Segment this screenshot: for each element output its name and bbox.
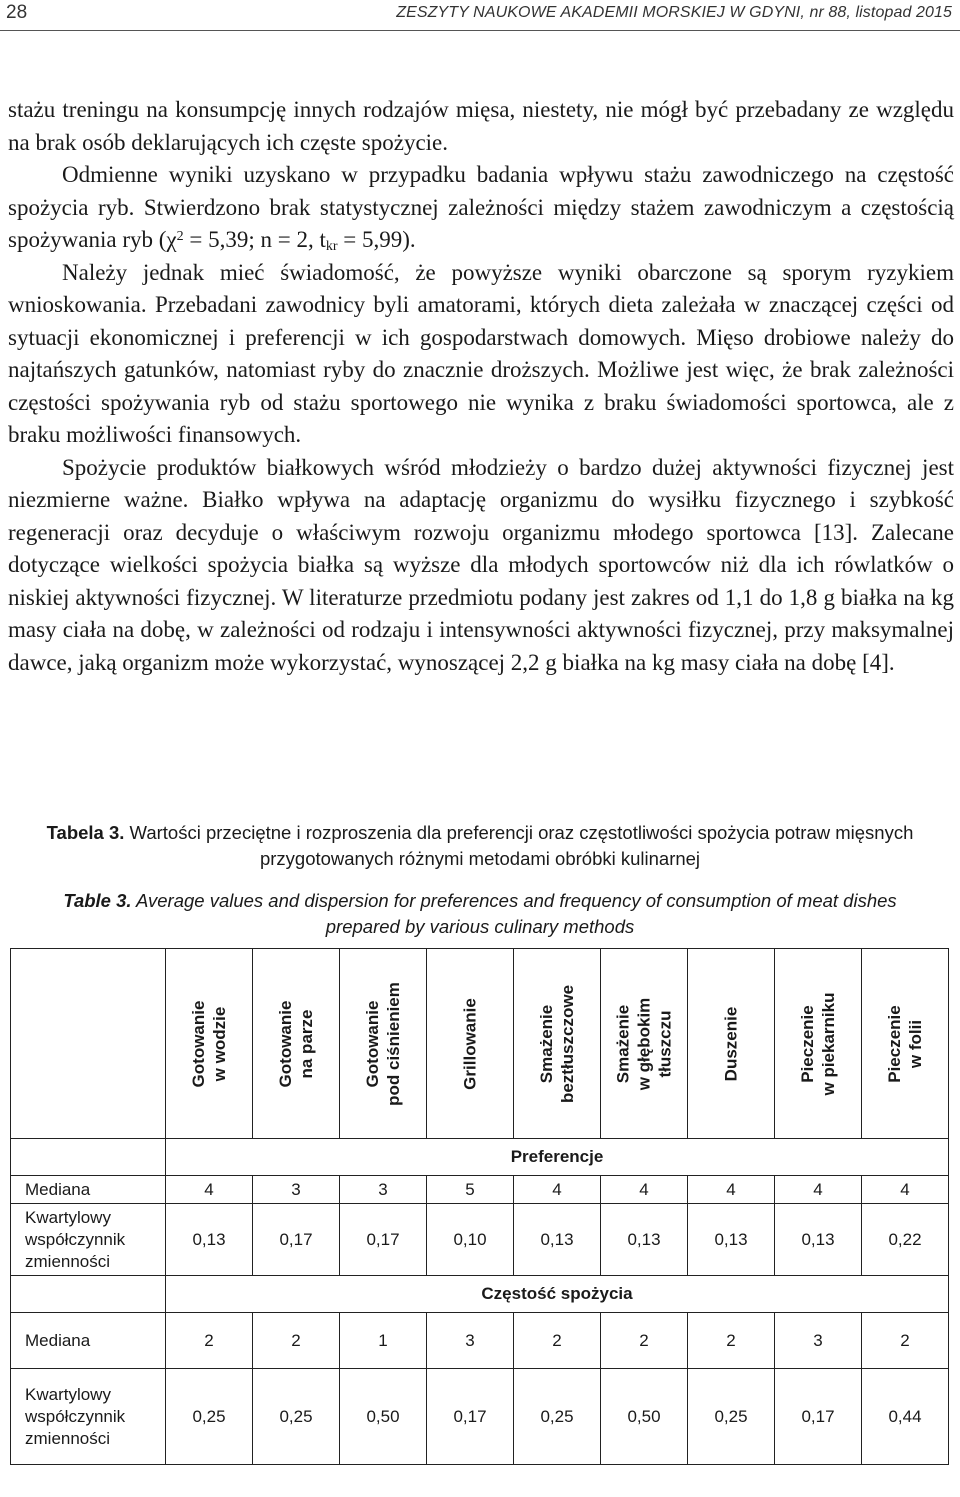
column-header: Smażenie beztłuszczowe bbox=[514, 949, 601, 1139]
table-cell: 3 bbox=[253, 1176, 340, 1204]
table-cell: 0,17 bbox=[427, 1369, 514, 1465]
table-cell: 0,13 bbox=[514, 1204, 601, 1276]
paragraph-1: stażu treningu na konsumpcję innych rodzajów mięsa, niestety, nie mógł być przebadany ze względu na brak osób deklarujących ich częste spożycie. bbox=[8, 97, 954, 155]
row-label: Kwartylowy współczynnik zmienności bbox=[11, 1369, 166, 1465]
table-cell: 0,17 bbox=[775, 1369, 862, 1465]
table-cell: 4 bbox=[166, 1176, 253, 1204]
table-cell: 5 bbox=[427, 1176, 514, 1204]
table-cell: 4 bbox=[514, 1176, 601, 1204]
section-row bbox=[11, 1276, 949, 1313]
section-title: Częstość spożycia bbox=[166, 1276, 949, 1313]
table-cell: 0,44 bbox=[862, 1369, 949, 1465]
table-cell: 0,10 bbox=[427, 1204, 514, 1276]
table-cell: 2 bbox=[862, 1313, 949, 1369]
column-header: Gotowanie na parze bbox=[253, 949, 340, 1139]
table-cell: 0,50 bbox=[340, 1369, 427, 1465]
caption-label: Table 3. bbox=[63, 890, 132, 911]
table-row bbox=[11, 1369, 949, 1465]
paragraph-4: Spożycie produktów białkowych wśród młodzieży o bardzo dużej aktywności fizycznej jest niezmierne ważne. Białko wpływa na adaptację organizmu do wysiłku fizycznego i szybkość regeneracji oraz decyduje o właściwym rozwoju organizmu młodego sportowca [13]. Zalecane dotyczące wielkości spożycia białka są wyższe dla młodych sportowców niż dla ich rówlatków o niskiej aktywności fizycznej. W literaturze przedmiotu podany jest zakres od 1,1 do 1,8 g białka na kg masy ciała na dobę, w zależności od rodzaju i intensywności aktywności fizycznej, przy maksymalnej dawce, jaką organizm może wykorzystać, wynoszącej 2,2 g białka na kg masy ciała na dobę [4]. bbox=[8, 454, 954, 675]
corner-cell bbox=[11, 949, 166, 1139]
table-caption-pl: Tabela 3. Wartości przeciętne i rozproszenia dla preferencji oraz częstotliwości spożycia potraw mięsnych przygotowanych różnymi metodami obróbki kulinarnej bbox=[46, 822, 914, 869]
paragraph-3: Należy jednak mieć świadomość, że powyższe wyniki obarczone są sporym ryzykiem wnioskowania. Przebadani zawodnicy byli amatorami, których dieta zależała w znaczącej części od sytuacji ekonomicznej i preferencji w ich gospodarstwach domowych. Mięso drobiowe należy do najtańszych gatunków, natomiast ryby do znacznie droższych. Możliwe jest więc, że brak zależności częstości spożywania ryb od stażu sportowego nie wynika z braku świadomości sportowca, ale z braku możliwości finansowych. bbox=[8, 259, 954, 447]
table-cell: 0,25 bbox=[514, 1369, 601, 1465]
table-row bbox=[11, 1204, 949, 1276]
table-row bbox=[11, 1313, 949, 1369]
data-table bbox=[10, 948, 949, 1465]
table-cell: 0,17 bbox=[340, 1204, 427, 1276]
table-cell: 0,22 bbox=[862, 1204, 949, 1276]
page-header bbox=[0, 0, 960, 30]
table-cell: 0,13 bbox=[688, 1204, 775, 1276]
table-cell: 1 bbox=[340, 1313, 427, 1369]
table-cell: 4 bbox=[601, 1176, 688, 1204]
table-cell: 0,25 bbox=[688, 1369, 775, 1465]
column-header: Grillowanie bbox=[427, 949, 514, 1139]
table-cell: 3 bbox=[775, 1313, 862, 1369]
column-header: Duszenie bbox=[688, 949, 775, 1139]
table-cell: 0,25 bbox=[166, 1369, 253, 1465]
table-cell: 4 bbox=[775, 1176, 862, 1204]
column-header: Smażenie w głębokim tłuszczu bbox=[601, 949, 688, 1139]
journal-title: ZESZYTY NAUKOWE AKADEMII MORSKIEJ W GDYNI, nr 88, listopad 2015 bbox=[396, 4, 952, 21]
column-header-row bbox=[11, 949, 949, 1139]
column-header: Pieczenie w piekarniku bbox=[775, 949, 862, 1139]
table-cell: 4 bbox=[862, 1176, 949, 1204]
table-cell: 2 bbox=[166, 1313, 253, 1369]
table-cell: 2 bbox=[688, 1313, 775, 1369]
section-row bbox=[11, 1139, 949, 1176]
table-cell: 0,13 bbox=[166, 1204, 253, 1276]
column-header: Pieczenie w folii bbox=[862, 949, 949, 1139]
table-cell: 2 bbox=[601, 1313, 688, 1369]
table-cell: 3 bbox=[340, 1176, 427, 1204]
header-rule bbox=[0, 30, 960, 31]
table-cell: 2 bbox=[514, 1313, 601, 1369]
table-cell: 0,25 bbox=[253, 1369, 340, 1465]
table-cell: 2 bbox=[253, 1313, 340, 1369]
body-text bbox=[8, 94, 954, 679]
table-row bbox=[11, 1176, 949, 1204]
table-cell: 0,13 bbox=[601, 1204, 688, 1276]
row-label: Mediana bbox=[11, 1313, 166, 1369]
page-number: 28 bbox=[6, 2, 28, 23]
table-cell: 0,50 bbox=[601, 1369, 688, 1465]
column-header: Gotowanie pod ciśnieniem bbox=[340, 949, 427, 1139]
table-cell: 4 bbox=[688, 1176, 775, 1204]
section-title: Preferencje bbox=[166, 1139, 949, 1176]
caption-label: Tabela 3. bbox=[46, 822, 125, 843]
paragraph-2: Odmienne wyniki uzyskano w przypadku badania wpływu stażu zawodniczego na częstość spożycia ryb. Stwierdzono brak statystycznej zależności między stażem zawodniczym a częstością spożywania ryb ($\chi^2 = 5,39$; n = 2, $t_{kr} = 5,99$). bbox=[8, 162, 954, 254]
row-label: Kwartylowy współczynnik zmienności bbox=[11, 1204, 166, 1276]
table-cell: 0,13 bbox=[775, 1204, 862, 1276]
table-caption-en: Table 3. Average values and dispersion for preferences and frequency of consumption of meat dishes prepared by various culinary methods bbox=[63, 890, 897, 937]
row-label: Mediana bbox=[11, 1176, 166, 1204]
table-cell: 0,17 bbox=[253, 1204, 340, 1276]
table-cell: 3 bbox=[427, 1313, 514, 1369]
column-header: Gotowanie w wodzie bbox=[166, 949, 253, 1139]
